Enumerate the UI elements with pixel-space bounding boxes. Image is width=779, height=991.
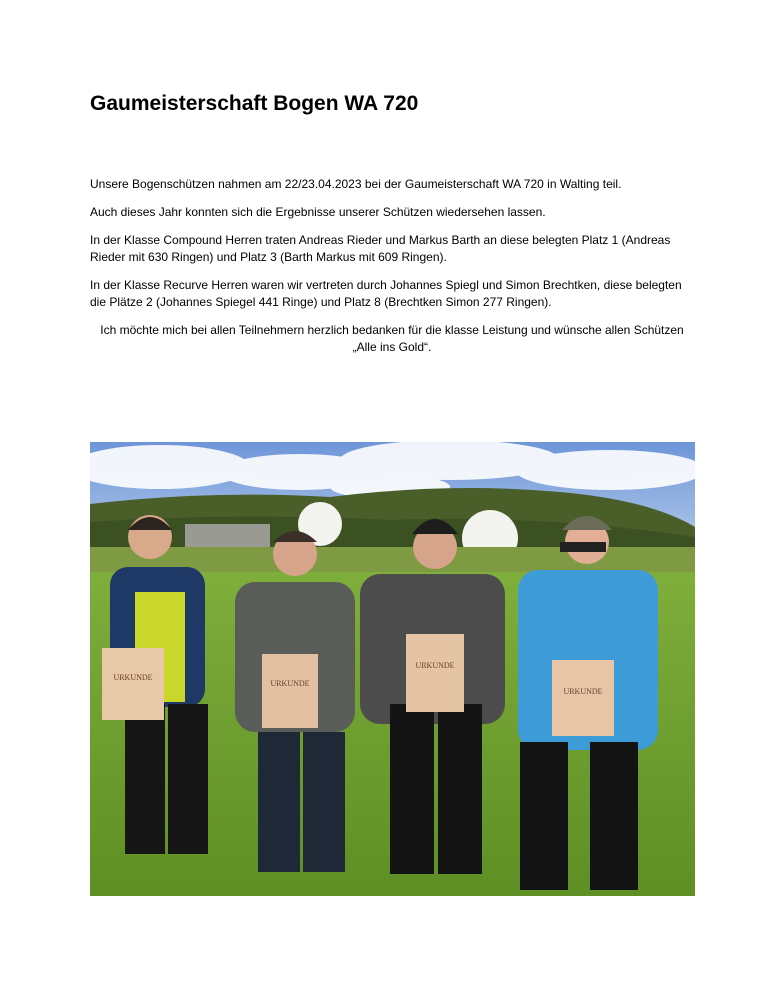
page-title: Gaumeisterschaft Bogen WA 720 xyxy=(90,92,419,115)
closing-line-1: Ich möchte mich bei allen Teilnehmern herzlich bedanken für die klasse Leistung und wünsche allen Schützen xyxy=(100,323,684,337)
paragraph-compound: In der Klasse Compound Herren traten Andreas Rieder und Markus Barth an diese belegten Platz 1 (Andreas Rieder mit 630 Ringen) und Platz 3 (Barth Markus mit 609 Ringen). xyxy=(90,233,671,264)
paragraph-intro: Unsere Bogenschützen nahmen am 22/23.04.2023 bei der Gaumeisterschaft WA 720 in Walting teil. xyxy=(90,177,622,191)
paragraph-results-summary: Auch dieses Jahr konnten sich die Ergebnisse unserer Schützen wiedersehen lassen. xyxy=(90,205,546,219)
article-body xyxy=(90,176,694,367)
certificate-label: URKUNDE xyxy=(563,687,603,696)
team-photo xyxy=(90,442,695,896)
certificate-label: URKUNDE xyxy=(270,679,310,688)
paragraph-recurve: In der Klasse Recurve Herren waren wir vertreten durch Johannes Spiegl und Simon Brechtken, diese belegten die Plätze 2 (Johannes Spiegel 441 Ringe) und Platz 8 (Brechtken Simon 277 Ringen). xyxy=(90,278,682,309)
closing-line-2: „Alle ins Gold“. xyxy=(352,340,432,354)
certificate-label: URKUNDE xyxy=(113,673,153,682)
paragraph-closing xyxy=(90,322,694,356)
certificate-label: URKUNDE xyxy=(415,661,455,670)
